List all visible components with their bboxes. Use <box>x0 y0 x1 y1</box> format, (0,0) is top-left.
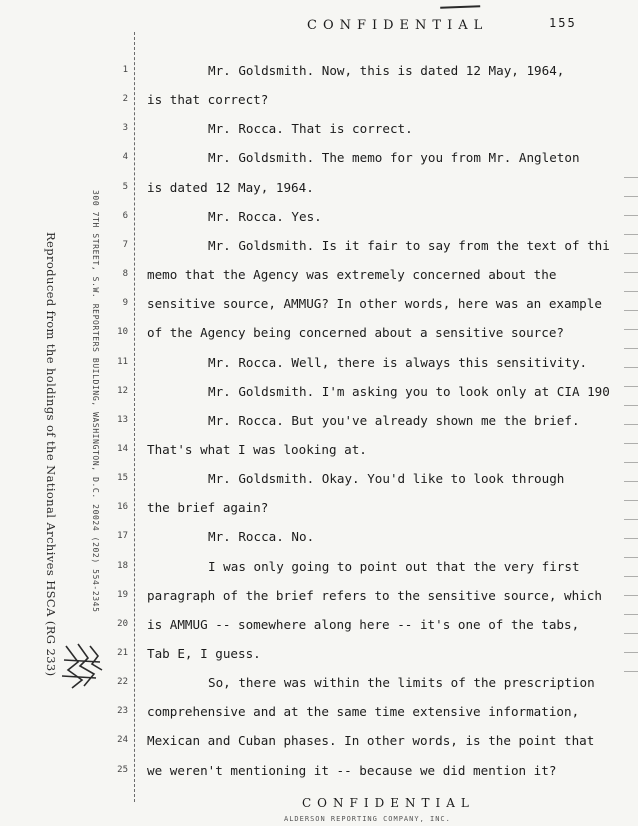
line-number: 9 <box>122 298 128 309</box>
header-confidential: CONFIDENTIAL <box>307 18 489 33</box>
transcript-line: Mr. Rocca. But you've already shown me the brief. <box>208 412 580 428</box>
line-number: 21 <box>117 648 128 658</box>
line-number: 11 <box>117 356 128 367</box>
transcript-line: Mr. Rocca. No. <box>208 529 315 545</box>
line-number: 13 <box>117 414 128 425</box>
line-number: 3 <box>122 123 128 134</box>
transcript-line: of the Agency being concerned about a sensitive source? <box>147 325 565 341</box>
archive-reproduction-note: Reproduced from the holdings of the National Archives HSCA (RG 233) <box>44 232 58 677</box>
line-number: 14 <box>117 443 128 454</box>
transcript-line: Mr. Goldsmith. I'm asking you to look only at CIA 190 <box>208 383 610 399</box>
line-number: 6 <box>122 210 128 221</box>
reporter-address: 300 7TH STREET, S.W. REPORTERS BUILDING, WASHINGTON, D.C. 20024 (202) 554-2345 <box>91 190 100 613</box>
transcript-line: Mr. Rocca. Well, there is always this sensitivity. <box>208 354 588 370</box>
line-number: 15 <box>117 473 128 484</box>
transcript-line: Mr. Goldsmith. Is it fair to say from the text of thi <box>208 237 610 253</box>
page-number: 155 <box>549 16 577 30</box>
transcript-line: Mr. Rocca. Yes. <box>208 208 322 224</box>
transcript-line: is that correct? <box>147 92 269 108</box>
transcript-line: is AMMUG -- somewhere along here -- it's one of the tabs, <box>147 616 580 632</box>
transcript-line: Tab E, I guess. <box>147 646 261 661</box>
transcript-line: That's what I was looking at. <box>147 441 367 457</box>
footer-company: ALDERSON REPORTING COMPANY, INC. <box>284 815 451 823</box>
transcript-line: Mexican and Cuban phases. In other words, is the point that <box>147 733 595 749</box>
transcript-line: paragraph of the brief refers to the sensitive source, which <box>147 587 602 603</box>
transcript-line: we weren't mentioning it -- because we did mention it? <box>147 762 557 778</box>
handwritten-mark <box>440 0 480 9</box>
transcript-line: the brief again? <box>147 500 269 516</box>
archive-stamp-icon <box>58 640 106 692</box>
line-number: 10 <box>117 327 128 338</box>
line-number: 22 <box>117 677 128 688</box>
line-number: 8 <box>122 269 128 280</box>
margin-rule <box>134 32 135 802</box>
transcript-line: memo that the Agency was extremely concerned about the <box>147 267 557 283</box>
transcript-line: Mr. Goldsmith. Now, this is dated 12 May, 1964, <box>208 63 565 78</box>
footer-confidential: CONFIDENTIAL <box>302 796 475 810</box>
line-number: 25 <box>117 764 128 775</box>
transcript-line: Mr. Goldsmith. The memo for you from Mr. Angleton <box>208 150 580 166</box>
line-number: 2 <box>122 94 128 105</box>
scan-edge-artifacts <box>624 170 638 690</box>
line-number: 24 <box>117 735 128 746</box>
transcript-line: is dated 12 May, 1964. <box>147 179 314 195</box>
line-number: 20 <box>117 618 128 629</box>
line-number: 17 <box>117 531 128 542</box>
transcript-line: sensitive source, AMMUG? In other words, here was an example <box>147 296 602 312</box>
line-number: 23 <box>117 706 128 717</box>
transcript-line: Mr. Goldsmith. Okay. You'd like to look through <box>208 471 565 487</box>
line-number: 1 <box>122 65 128 75</box>
line-number: 4 <box>122 152 128 163</box>
transcript-line: So, there was within the limits of the prescription <box>208 675 595 691</box>
transcript-line: I was only going to point out that the very first <box>208 558 580 574</box>
transcript-line: Mr. Rocca. That is correct. <box>208 121 413 137</box>
line-number: 7 <box>122 239 128 250</box>
line-number: 16 <box>117 502 128 513</box>
transcript-line: comprehensive and at the same time extensive information, <box>147 704 580 720</box>
line-number: 19 <box>117 589 128 600</box>
line-number: 12 <box>117 385 128 396</box>
line-number: 18 <box>117 560 128 571</box>
line-number: 5 <box>122 181 128 192</box>
